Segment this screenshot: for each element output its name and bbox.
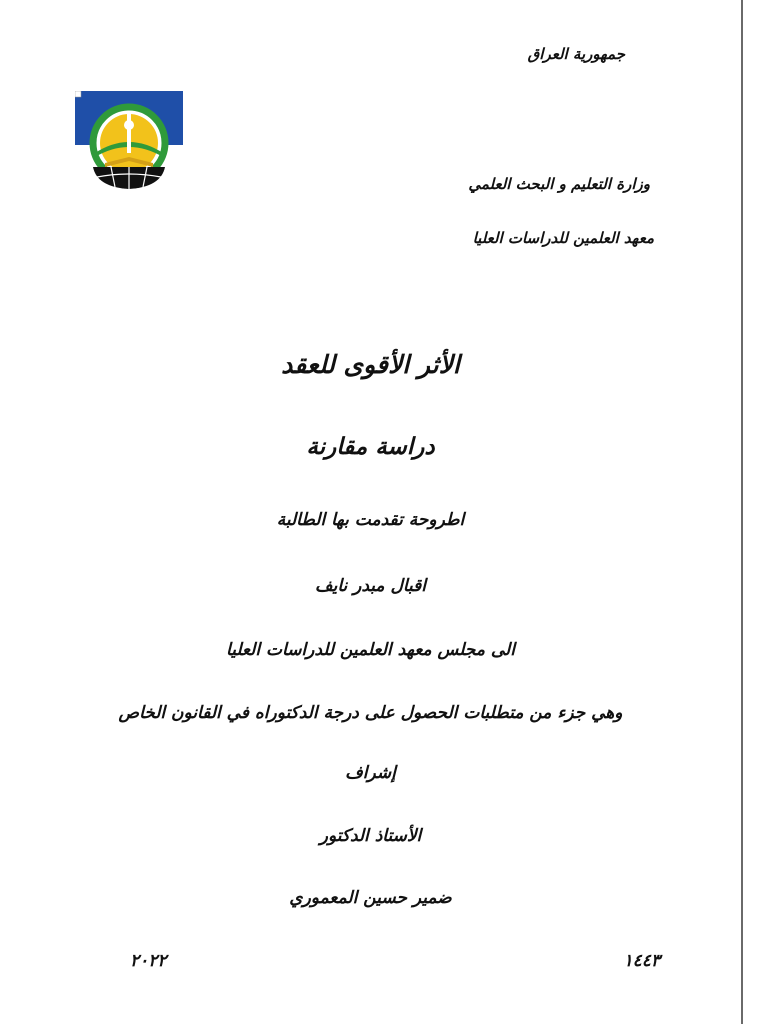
supervision-label: إشراف: [345, 763, 396, 783]
student-name: اقبال مبدر نايف: [315, 576, 426, 596]
header-institute: معهد العلمين للدراسات العليا: [472, 229, 654, 247]
page-edge: [741, 0, 743, 1024]
thesis-subtitle: دراسة مقارنة: [306, 434, 435, 460]
header-country: جمهورية العراق: [527, 45, 625, 63]
hijri-year: ١٤٤٣: [623, 951, 660, 971]
council-line: الى مجلس معهد العلمين للدراسات العليا: [226, 640, 515, 660]
supervisor-title: الأستاذ الدكتور: [319, 826, 422, 846]
supervisor-name: ضمير حسين المعموري: [289, 888, 452, 908]
submitted-by: اطروحة تقدمت بها الطالبة: [276, 510, 465, 530]
institute-emblem-icon: [75, 91, 185, 191]
gregorian-year: ٢٠٢٢: [130, 951, 167, 971]
thesis-title: الأثر الأقوى للعقد: [281, 350, 460, 379]
header-ministry: وزارة التعليم و البحث العلمي: [468, 175, 650, 193]
requirement-line: وهي جزء من متطلبات الحصول على درجة الدكتوراه في القانون الخاص: [118, 703, 623, 723]
